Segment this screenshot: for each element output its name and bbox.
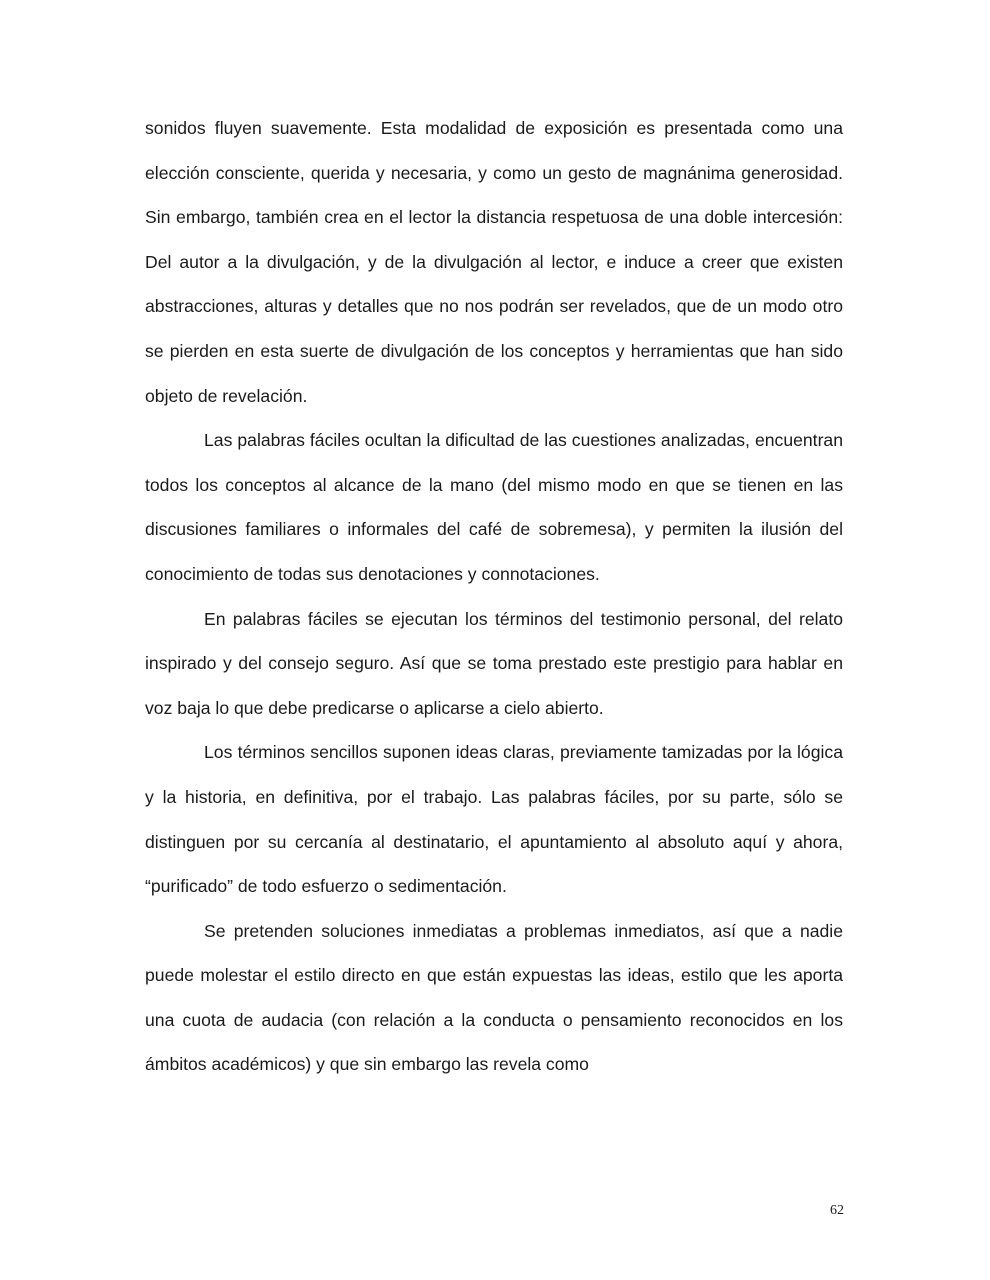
paragraph: Las palabras fáciles ocultan la dificultad de las cuestiones analizadas, encuentran todos los conceptos al alcance de la mano (del mismo modo en que se tienen en las discusiones familiares o informales del café de sobremesa), y permiten la ilusión del conocimiento de todas sus denotaciones y connotaciones. bbox=[145, 430, 843, 584]
paragraph-continuation: sonidos fluyen suavemente. Esta modalidad de exposición es presentada como una elección consciente, querida y necesaria, y como un gesto de magnánima generosidad. Sin embargo, también crea en el lector la distancia respetuosa de una doble intercesión: Del autor a la divulgación, y de la divulgación al lector, e induce a creer que existen abstracciones, alturas y detalles que no nos podrán ser revelados, que de un modo otro se pierden en esta suerte de divulgación de los conceptos y herramientas que han sido objeto de revelación. bbox=[145, 118, 843, 406]
body-text bbox=[145, 106, 843, 1087]
paragraph: Se pretenden soluciones inmediatas a problemas inmediatos, así que a nadie puede molestar el estilo directo en que están expuestas las ideas, estilo que les aporta una cuota de audacia (con relación a la conducta o pensamiento reconocidos en los ámbitos académicos) y que sin embargo las revela como bbox=[145, 920, 843, 1075]
paragraph: Los términos sencillos suponen ideas claras, previamente tamizadas por la lógica y la historia, en definitiva, por el trabajo. Las palabras fáciles, por su parte, sólo se distinguen por su cercanía al destinatario, el apuntamiento al absoluto aquí y ahora, “purificado” de todo esfuerzo o sedimentación. bbox=[145, 742, 843, 897]
paragraph: En palabras fáciles se ejecutan los términos del testimonio personal, del relato inspirado y del consejo seguro. Así que se toma prestado este prestigio para hablar en voz baja lo que debe predicarse o aplicarse a cielo abierto. bbox=[145, 608, 843, 718]
page-number: 62 bbox=[830, 1203, 844, 1218]
